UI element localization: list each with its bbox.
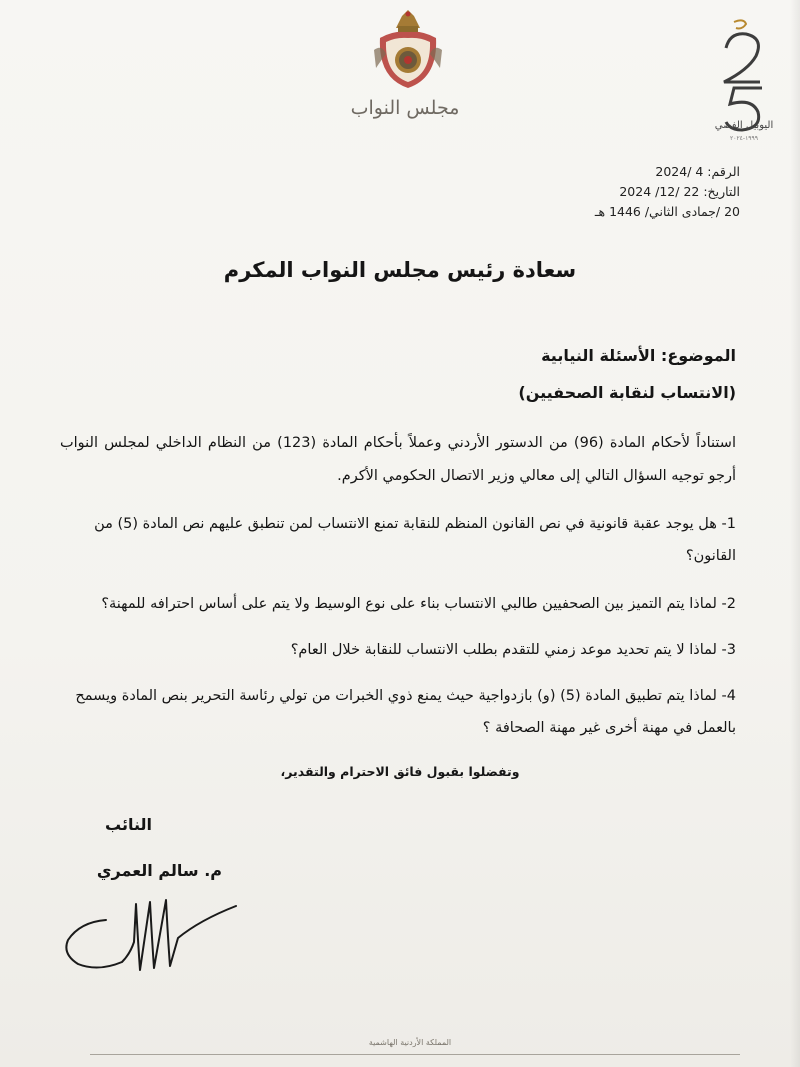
footer-rule [90, 1054, 740, 1055]
question-item: 2- لماذا يتم التميز بين الصحفيين طالبي الانتساب بناء على نوع الوسيط ولا يتم على أساس احترافه للمهنة؟ [101, 596, 736, 612]
hijri-date: 20 /جمادى الثاني/ 1446 هـ [594, 204, 740, 219]
gregorian-date: التاريخ: 22 /12/ 2024 [619, 184, 740, 199]
footer-caption: المملكة الأردنية الهاشمية [368, 1038, 452, 1047]
question-item: 3- لماذا لا يتم تحديد موعد زمني للتقدم بطلب الانتساب للنقابة خلال العام؟ [290, 642, 736, 658]
paper-shadow-edge [790, 0, 800, 1067]
reference-number: الرقم: 4 /2024 [655, 164, 740, 179]
jubilee-label: اليوبيل الفضي [714, 120, 774, 131]
subject-line: الموضوع: الأسئلة النيابية [541, 346, 736, 365]
question-item: 1- هل يوجد عقبة قانونية في نص القانون المنظم للنقابة تمنع الانتساب لمن تنطبق عليهم نص المادة (5) من القانون؟ [94, 516, 736, 564]
closing-line: وتفضلوا بقبول فائق الاحترام والتقدير، [280, 764, 520, 779]
jordan-coat-of-arms-icon [372, 8, 444, 92]
subject-detail: (الانتساب لنقابة الصحفيين) [518, 383, 736, 402]
jubilee-years: ١٩٩٩-٢٠٢٤ [730, 135, 758, 142]
signer-role: النائب [105, 815, 152, 834]
question-item: 4- لماذا يتم تطبيق المادة (5) (و) بازدواجية حيث يمنع ذوي الخبرات من تولي رئاسة التحرير بنص المادة ويسمح بالعمل في مهنة أخرى غير مهنة الصحافة ؟ [75, 688, 736, 736]
signer-name: م. سالم العمري [96, 861, 222, 880]
handwritten-signature [60, 892, 240, 982]
addressee-heading: سعادة رئيس مجلس النواب المكرم [223, 258, 577, 282]
house-of-representatives-name: مجلس النواب [350, 97, 460, 119]
intro-paragraph: استناداً لأحكام المادة (96) من الدستور الأردني وعملاً بأحكام المادة (123) من النظام الداخلي لمجلس النواب أرجو توجيه السؤال التالي إلى معالي وزير الاتصال الحكومي الأكرم. [60, 435, 736, 484]
